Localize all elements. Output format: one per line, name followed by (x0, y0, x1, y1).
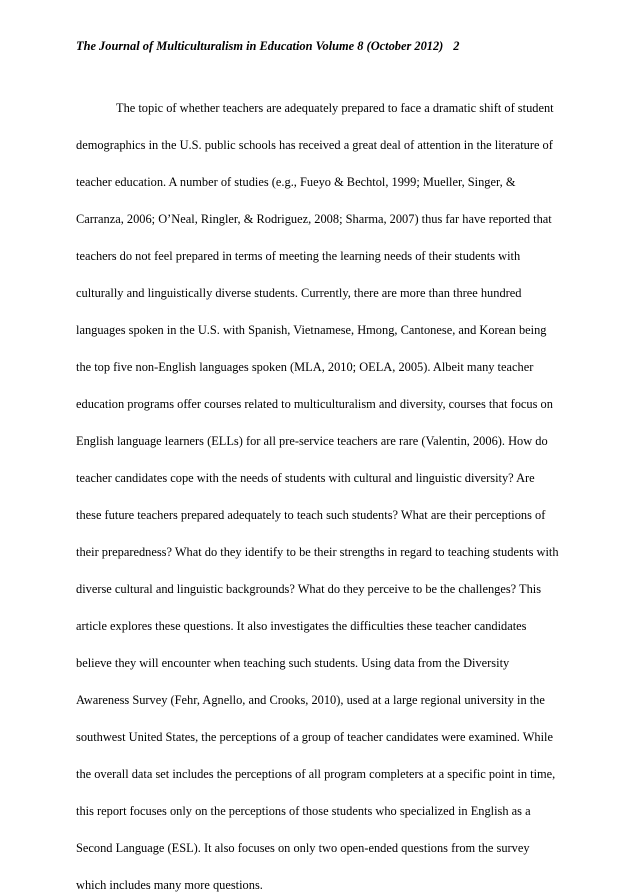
text-line: these future teachers prepared adequately to teach such students? What are their perceptions of (76, 508, 546, 522)
text-line: Second Language (ESL). It also focuses on only two open-ended questions from the survey (76, 841, 530, 855)
text-line: believe they will encounter when teaching such students. Using data from the Diversity (76, 656, 510, 670)
text-line: education programs offer courses related to multiculturalism and diversity, courses that focus on (76, 397, 553, 411)
text-line: teachers do not feel prepared in terms of meeting the learning needs of their students with (76, 249, 521, 263)
text-line: teacher education. A number of studies (e.g., Fueyo & Bechtol, 1999; Mueller, Singer, & (76, 175, 516, 189)
journal-title: The Journal of Multiculturalism in Education Volume 8 (October 2012) (76, 39, 444, 53)
text-line: the overall data set includes the perceptions of all program completers at a specific point in time, (76, 767, 556, 781)
text-line: teacher candidates cope with the needs of students with cultural and linguistic diversity? Are (76, 471, 535, 485)
running-header (76, 38, 460, 54)
text-line: the top five non-English languages spoken (MLA, 2010; OELA, 2005). Albeit many teacher (76, 360, 534, 374)
page-number: 2 (453, 39, 460, 53)
text-line: languages spoken in the U.S. with Spanish, Vietnamese, Hmong, Cantonese, and Korean being (76, 323, 547, 337)
text-line: southwest United States, the perceptions of a group of teacher candidates were examined. While (76, 730, 553, 744)
text-line: article explores these questions. It also investigates the difficulties these teacher candidates (76, 619, 527, 633)
text-line: which includes many more questions. (76, 878, 263, 892)
text-line: Awareness Survey (Fehr, Agnello, and Crooks, 2010), used at a large regional university in the (76, 693, 545, 707)
text-line: English language learners (ELLs) for all pre-service teachers are rare (Valentin, 2006). How do (76, 434, 548, 448)
text-line: demographics in the U.S. public schools has received a great deal of attention in the literature of (76, 138, 553, 152)
text-line: culturally and linguistically diverse students. Currently, there are more than three hundred (76, 286, 522, 300)
text-line: diverse cultural and linguistic backgrounds? What do they perceive to be the challenges? This (76, 582, 542, 596)
text-line: this report focuses only on the perceptions of those students who specialized in English as a (76, 804, 531, 818)
text-line: Carranza, 2006; O’Neal, Ringler, & Rodriguez, 2008; Sharma, 2007) thus far have reported that (76, 212, 552, 226)
text-line: their preparedness? What do they identify to be their strengths in regard to teaching students with (76, 545, 559, 559)
text-line: The topic of whether teachers are adequately prepared to face a dramatic shift of student (116, 101, 554, 115)
